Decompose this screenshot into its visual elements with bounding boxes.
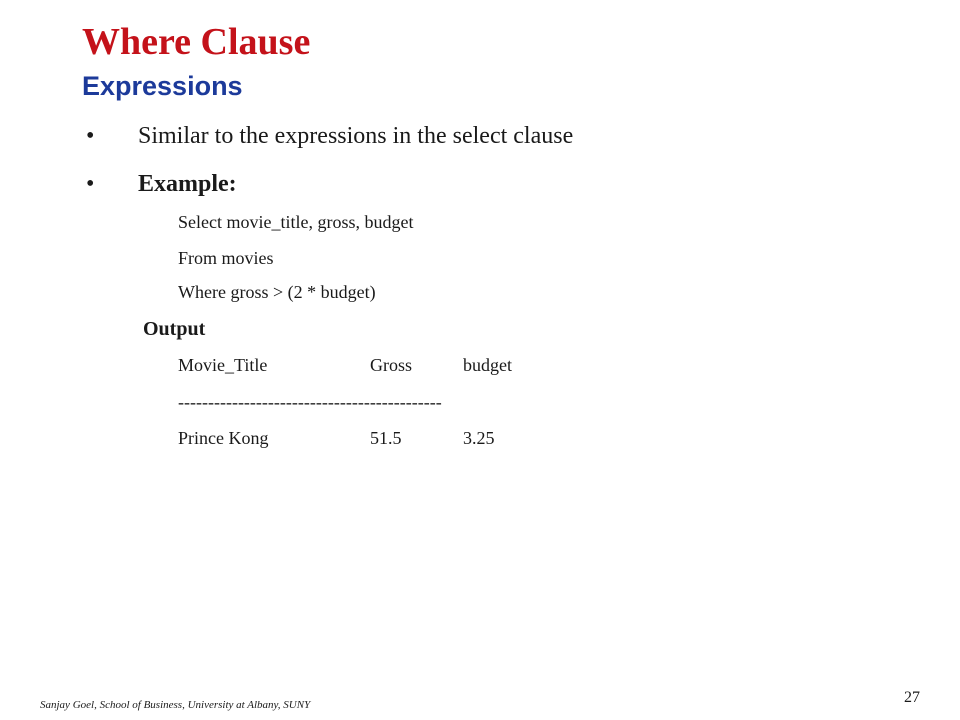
result-cell-budget: 3.25: [463, 428, 495, 448]
query-line-select: Select movie_title, gross, budget: [178, 212, 414, 232]
result-cell-title: Prince Kong: [178, 428, 269, 448]
page-number: 27: [904, 689, 920, 706]
result-header-title: Movie_Title: [178, 355, 268, 375]
bullet-text-similar: Similar to the expressions in the select clause: [138, 123, 574, 149]
output-label: Output: [143, 318, 206, 340]
slide-subtitle: Expressions: [82, 71, 243, 101]
query-line-where: Where gross > (2 * budget): [178, 282, 376, 302]
bullet-marker: •: [86, 171, 95, 197]
footer-credit: Sanjay Goel, School of Business, University at Albany, SUNY: [40, 699, 311, 711]
bullet-marker: •: [86, 123, 95, 149]
result-header-gross: Gross: [370, 355, 413, 375]
result-header-budget: budget: [463, 355, 512, 375]
slide-title: Where Clause: [82, 21, 311, 63]
query-line-from: From movies: [178, 248, 274, 268]
result-divider: --------------------------------------------: [178, 392, 442, 412]
bullet-text-example: Example:: [138, 171, 237, 197]
result-cell-gross: 51.5: [370, 428, 402, 448]
